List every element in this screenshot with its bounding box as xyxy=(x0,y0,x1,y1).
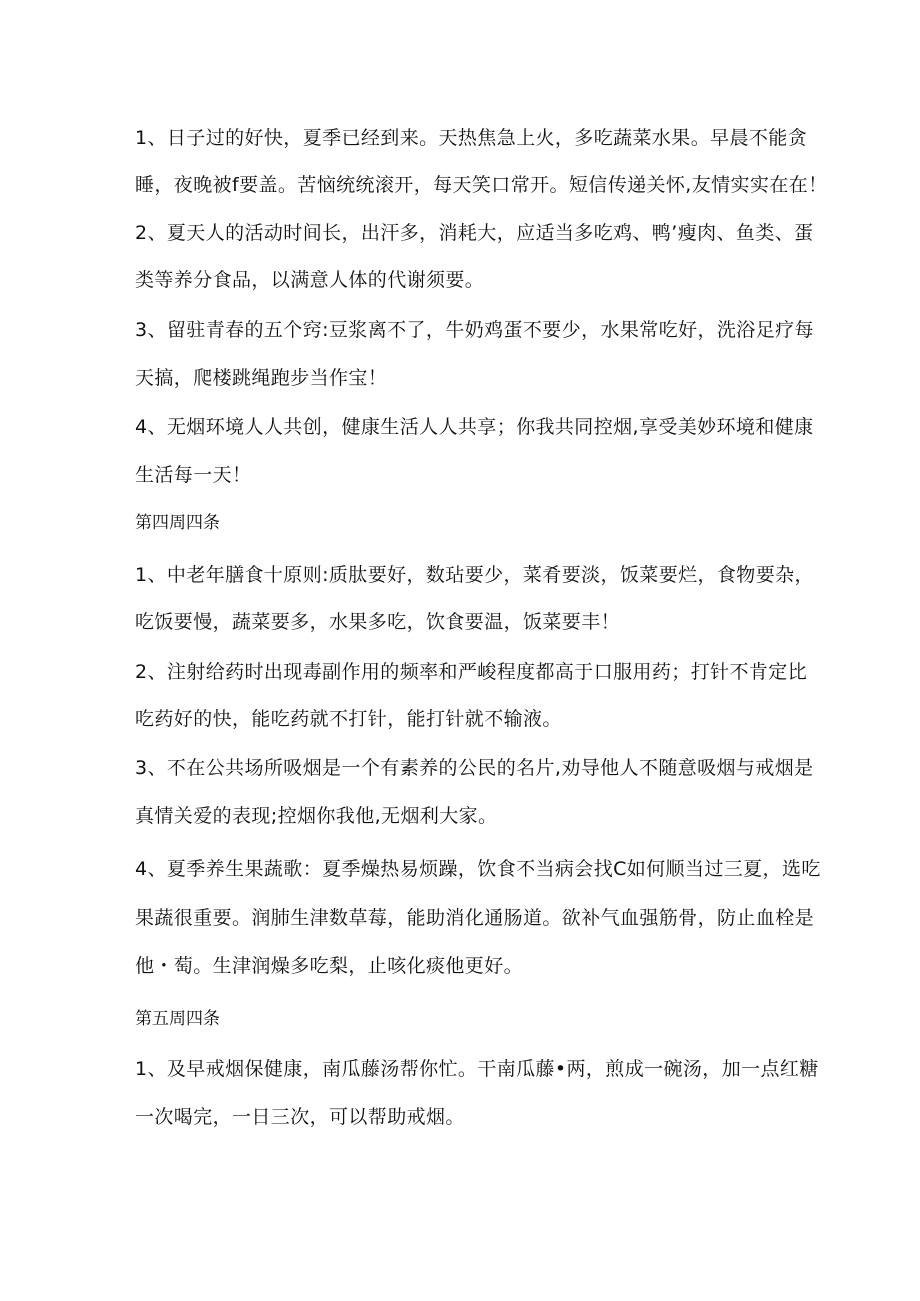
week4-item-1-line-1: 1、中老年膳食十原则:质肽要好，数玷要少，菜肴要淡，饭菜要烂，食物要杂， xyxy=(135,564,814,586)
week4-item-4-line-2: 果蔬很重要。润肺生津数草莓，能助消化通肠道。欲补气血强筋骨，防止血栓是 xyxy=(135,907,815,929)
paragraph-1-line-2: 睡，夜晚被f要盖。苦恼统统滚开，每天笑口常开。短信传递关怀,友情实实在在！ xyxy=(135,174,828,196)
week4-item-3-line-1: 3、不在公共场所吸烟是一个有素养的公民的名片,劝导他人不随意吸烟与戒烟是 xyxy=(135,757,814,779)
week4-item-4-line-1: 4、夏季养生果蔬歌：夏季燥热易烦躁，饮食不当病会找C如何顺当过三夏，选吃 xyxy=(135,858,821,880)
week4-item-1-line-2: 吃饭要慢，蔬菜要多，水果多吃，饮食要温，饭菜要丰！ xyxy=(135,611,621,633)
paragraph-4-line-1: 4、无烟环境人人共创，健康生活人人共享；你我共同控烟,享受美妙环境和健康 xyxy=(135,416,814,438)
week5-item-1-line-2: 一次喝完，一日三次，可以帮助戒烟。 xyxy=(135,1106,465,1128)
week4-item-3-line-2: 真情关爱的表现;控烟你我他,无烟利大家。 xyxy=(135,805,498,827)
paragraph-2-line-2: 类等养分食品，以满意人体的代谢须要。 xyxy=(135,269,485,291)
section-heading-week4: 第四周四条 xyxy=(135,513,220,533)
week4-item-4-line-3: 他・萄。生津润燥多吃梨，止咳化痰他更好。 xyxy=(135,955,524,977)
paragraph-4-line-2: 生活每一天！ xyxy=(135,464,252,486)
paragraph-2-line-1: 2、夏天人的活动时间长，出汗多，消耗大，应适当多吃鸡、鸭’瘦肉、鱼类、蛋 xyxy=(135,222,814,244)
paragraph-3-line-2: 天搞，爬楼跳绳跑步当作宝！ xyxy=(135,367,388,389)
paragraph-3-line-1: 3、留驻青春的五个窍:豆浆离不了，牛奶鸡蛋不要少，水果常吃好，洗浴足疗每 xyxy=(135,319,814,341)
section-heading-week5: 第五周四条 xyxy=(135,1009,220,1029)
week4-item-2-line-2: 吃药好的快，能吃药就不打针，能打针就不输液。 xyxy=(135,708,562,730)
paragraph-1-line-1: 1、日子过的好快，夏季已经到来。天热焦急上火，多吃蔬菜水果。早晨不能贪 xyxy=(135,127,808,149)
week4-item-2-line-1: 2、注射给药时出现毒副作用的频率和严峻程度都高于口服用药；打针不肯定比 xyxy=(135,661,808,683)
week5-item-1-line-1: 1、及早戒烟保健康，南瓜藤汤帮你忙。干南瓜藤•两，煎成一碗汤，加一点红糖 xyxy=(135,1058,819,1080)
